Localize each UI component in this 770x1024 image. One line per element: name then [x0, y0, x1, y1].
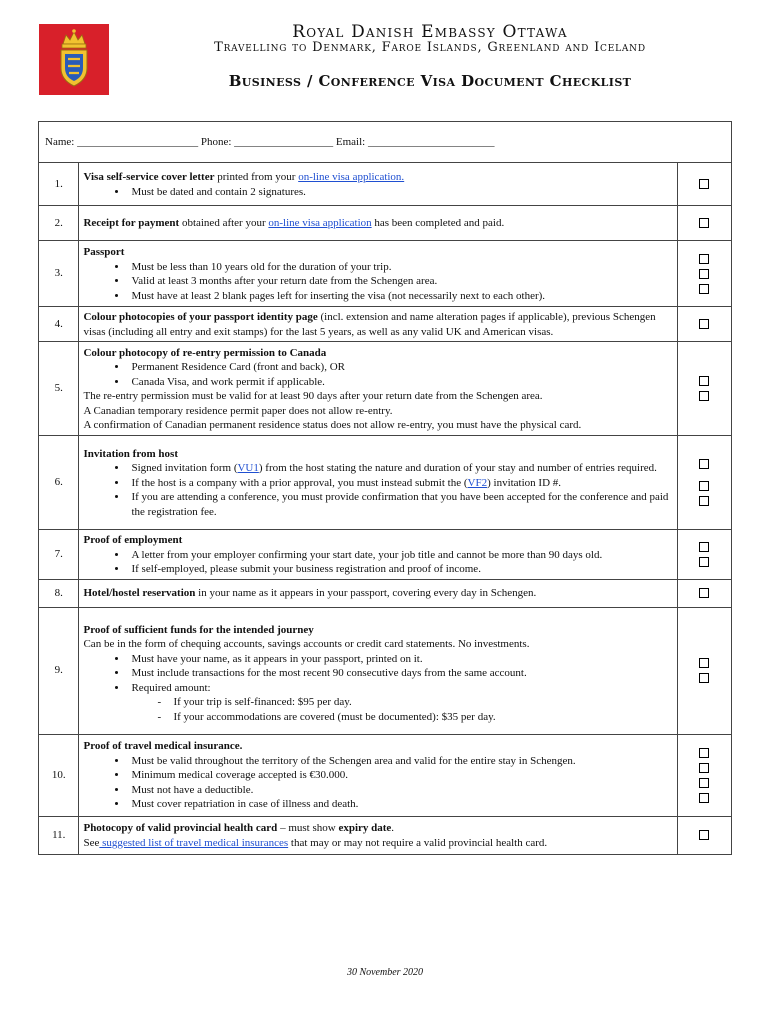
checkbox[interactable]: [699, 793, 709, 803]
item-description: [79, 530, 677, 580]
item-title: Colour photocopy of re-entry permission to Canada: [83, 346, 327, 359]
list-item: • Must be valid throughout the territory of the Schengen area and valid for the entire stay in Schengen.: [128, 754, 672, 769]
contact-row: [39, 122, 732, 163]
phone-label: Phone:: [200, 135, 232, 148]
list-item: • If the host is a company with a prior approval, you must instead submit the (VF2) invitation ID #.: [128, 476, 672, 491]
name-label: Name:: [45, 135, 75, 148]
note-text: A confirmation of Canadian permanent residence status does not allow re-entry, you must have the physical card.: [83, 419, 582, 431]
list-item: • If you are attending a conference, you must provide confirmation that you have been accepted for the conference and paid the registration fee.: [128, 490, 672, 519]
item-description: Colour photocopies of your passport identity page (incl. extension and name alteration pages if applicable), previous Schengen visas (including all entry and exit stamps) for the last 5 years, as well as any valid UK and American visas.: [79, 307, 677, 342]
checklist-row: [39, 307, 732, 342]
online-visa-link[interactable]: on-line visa application: [268, 217, 372, 230]
checklist-row: [39, 579, 732, 607]
checkbox[interactable]: [699, 673, 709, 683]
phone-field[interactable]: __________________: [234, 135, 334, 148]
list-item: • Required amount:: [128, 681, 672, 696]
name-field[interactable]: ______________________: [77, 135, 199, 148]
checklist-row: [39, 607, 732, 734]
online-visa-link[interactable]: on-line visa application.: [298, 171, 405, 183]
item-title: Visa self-service cover letter: [83, 171, 215, 183]
item-title: Receipt for payment: [83, 217, 180, 230]
intro-text: Can be in the form of chequing accounts, savings accounts or credit card statements. No investments.: [83, 638, 530, 651]
item-title: Colour photocopies of your passport identity page: [83, 311, 318, 323]
item-number: 3.: [39, 241, 79, 307]
item-description: Visa self-service cover letter printed from your on-line visa application. • Must be dated and contain 2 signatures.: [79, 163, 677, 206]
list-item: • If self-employed, please submit your business registration and proof of income.: [128, 562, 672, 577]
item-title: Proof of travel medical insurance.: [83, 740, 243, 753]
email-field[interactable]: _______________________: [367, 135, 495, 148]
item-number: 10.: [39, 734, 79, 816]
checkbox[interactable]: [699, 391, 709, 401]
checklist-row: [39, 342, 732, 436]
note-text: The re-entry permission must be valid for at least 90 days after your return date from the Schengen area.: [83, 390, 543, 402]
item-number: 11.: [39, 816, 79, 854]
list-item: • Must cover repatriation in case of illness and death.: [128, 797, 672, 812]
checkbox[interactable]: [699, 269, 709, 279]
item-description: [79, 241, 677, 307]
checkbox[interactable]: [699, 319, 709, 329]
sub-item: - If your trip is self-financed: $95 per day.: [173, 695, 672, 710]
list-item: • Canada Visa, and work permit if applicable.: [128, 375, 672, 390]
checkbox[interactable]: [699, 557, 709, 567]
list-item: • Must not have a deductible.: [128, 783, 672, 798]
item-title: Proof of employment: [83, 534, 183, 546]
list-item: • Valid at least 3 months after your return date from the Schengen area.: [128, 274, 672, 289]
checklist-table: [38, 121, 732, 855]
item-title: Passport: [83, 246, 125, 258]
checklist-row: [39, 206, 732, 241]
item-number: 5.: [39, 342, 79, 436]
item-description: [79, 342, 677, 436]
sub-item: - If your accommodations are covered (must be documented): $35 per day.: [173, 710, 672, 725]
checkbox[interactable]: [699, 830, 709, 840]
embassy-title: Royal Danish Embassy Ottawa: [292, 22, 568, 42]
checkbox[interactable]: [699, 376, 709, 386]
checkbox[interactable]: [699, 496, 709, 506]
note-text: A Canadian temporary residence permit paper does not allow re-entry.: [83, 404, 393, 417]
checkbox[interactable]: [699, 748, 709, 758]
item-description: [79, 436, 677, 530]
item-title: Photocopy of valid provincial health card: [83, 822, 278, 834]
list-item: • Permanent Residence Card (front and back), OR: [128, 360, 672, 375]
item-title: Hotel/hostel reservation: [83, 587, 196, 600]
list-item: • Must have your name, as it appears in your passport, printed on it.: [128, 652, 672, 667]
contact-fields: [39, 122, 732, 163]
checkbox[interactable]: [699, 778, 709, 788]
checklist-row: [39, 241, 732, 307]
item-description: Receipt for payment obtained after your on-line visa application has been completed and paid.: [79, 206, 677, 241]
item-title: Invitation from host: [83, 447, 178, 460]
checkbox[interactable]: [699, 284, 709, 294]
checkbox[interactable]: [699, 542, 709, 552]
list-item: • Signed invitation form (VU1) from the host stating the nature and duration of your stay and number of entries required.: [128, 461, 672, 476]
embassy-subtitle: Travelling to Denmark, Faroe Islands, Greenland and Iceland: [214, 40, 646, 55]
list-item: • Must have at least 2 blank pages left for inserting the visa (not necessarily next to each other).: [128, 289, 672, 304]
list-item: • Minimum medical coverage accepted is €30.000.: [128, 768, 672, 783]
item-number: 4.: [39, 307, 79, 342]
checkbox[interactable]: [699, 459, 709, 469]
item-description: [79, 607, 677, 734]
item-number: 9.: [39, 607, 79, 734]
item-number: 2.: [39, 206, 79, 241]
list-item: • Must include transactions for the most recent 90 consecutive days from the same account.: [128, 666, 672, 681]
checkbox[interactable]: [699, 763, 709, 773]
item-description: Photocopy of valid provincial health card – must show expiry date. See suggested list of travel medical insurances that may or may not require a valid provincial health card.: [79, 816, 677, 854]
list-item: • A letter from your employer confirming your start date, your job title and cannot be more than 90 days old.: [128, 548, 672, 563]
item-description: [79, 734, 677, 816]
checklist-row: [39, 163, 732, 206]
checkbox[interactable]: [699, 254, 709, 264]
embassy-logo: [39, 24, 109, 95]
checkbox[interactable]: [699, 179, 709, 189]
footer-date: 30 November 2020: [346, 967, 424, 978]
checklist-row: [39, 530, 732, 580]
checkbox[interactable]: [699, 658, 709, 668]
checklist-row: [39, 734, 732, 816]
item-number: 8.: [39, 579, 79, 607]
checklist-row: [39, 816, 732, 854]
checklist-row: [39, 436, 732, 530]
vu1-form-link[interactable]: VU1: [237, 462, 259, 475]
expiry-date-label: expiry date: [338, 822, 392, 834]
checkbox[interactable]: [699, 218, 709, 228]
item-description: Hotel/hostel reservation in your name as it appears in your passport, covering every day in Schengen.: [79, 579, 677, 607]
list-item: • Must be dated and contain 2 signatures.: [128, 185, 672, 200]
item-title: Proof of sufficient funds for the intended journey: [83, 623, 314, 636]
item-number: 1.: [39, 163, 79, 206]
checkbox[interactable]: [699, 481, 709, 491]
item-number: 7.: [39, 530, 79, 580]
insurance-list-link[interactable]: suggested list of travel medical insurances: [99, 836, 289, 849]
item-number: 6.: [39, 436, 79, 530]
list-item: • Must be less than 10 years old for the duration of your trip.: [128, 260, 672, 275]
vf2-form-link[interactable]: VF2: [467, 476, 488, 489]
email-label: Email:: [335, 135, 366, 148]
checkbox[interactable]: [699, 588, 709, 598]
checklist-title: Business / Conference Visa Document Checklist: [228, 72, 632, 90]
coat-of-arms-icon: [39, 24, 109, 95]
